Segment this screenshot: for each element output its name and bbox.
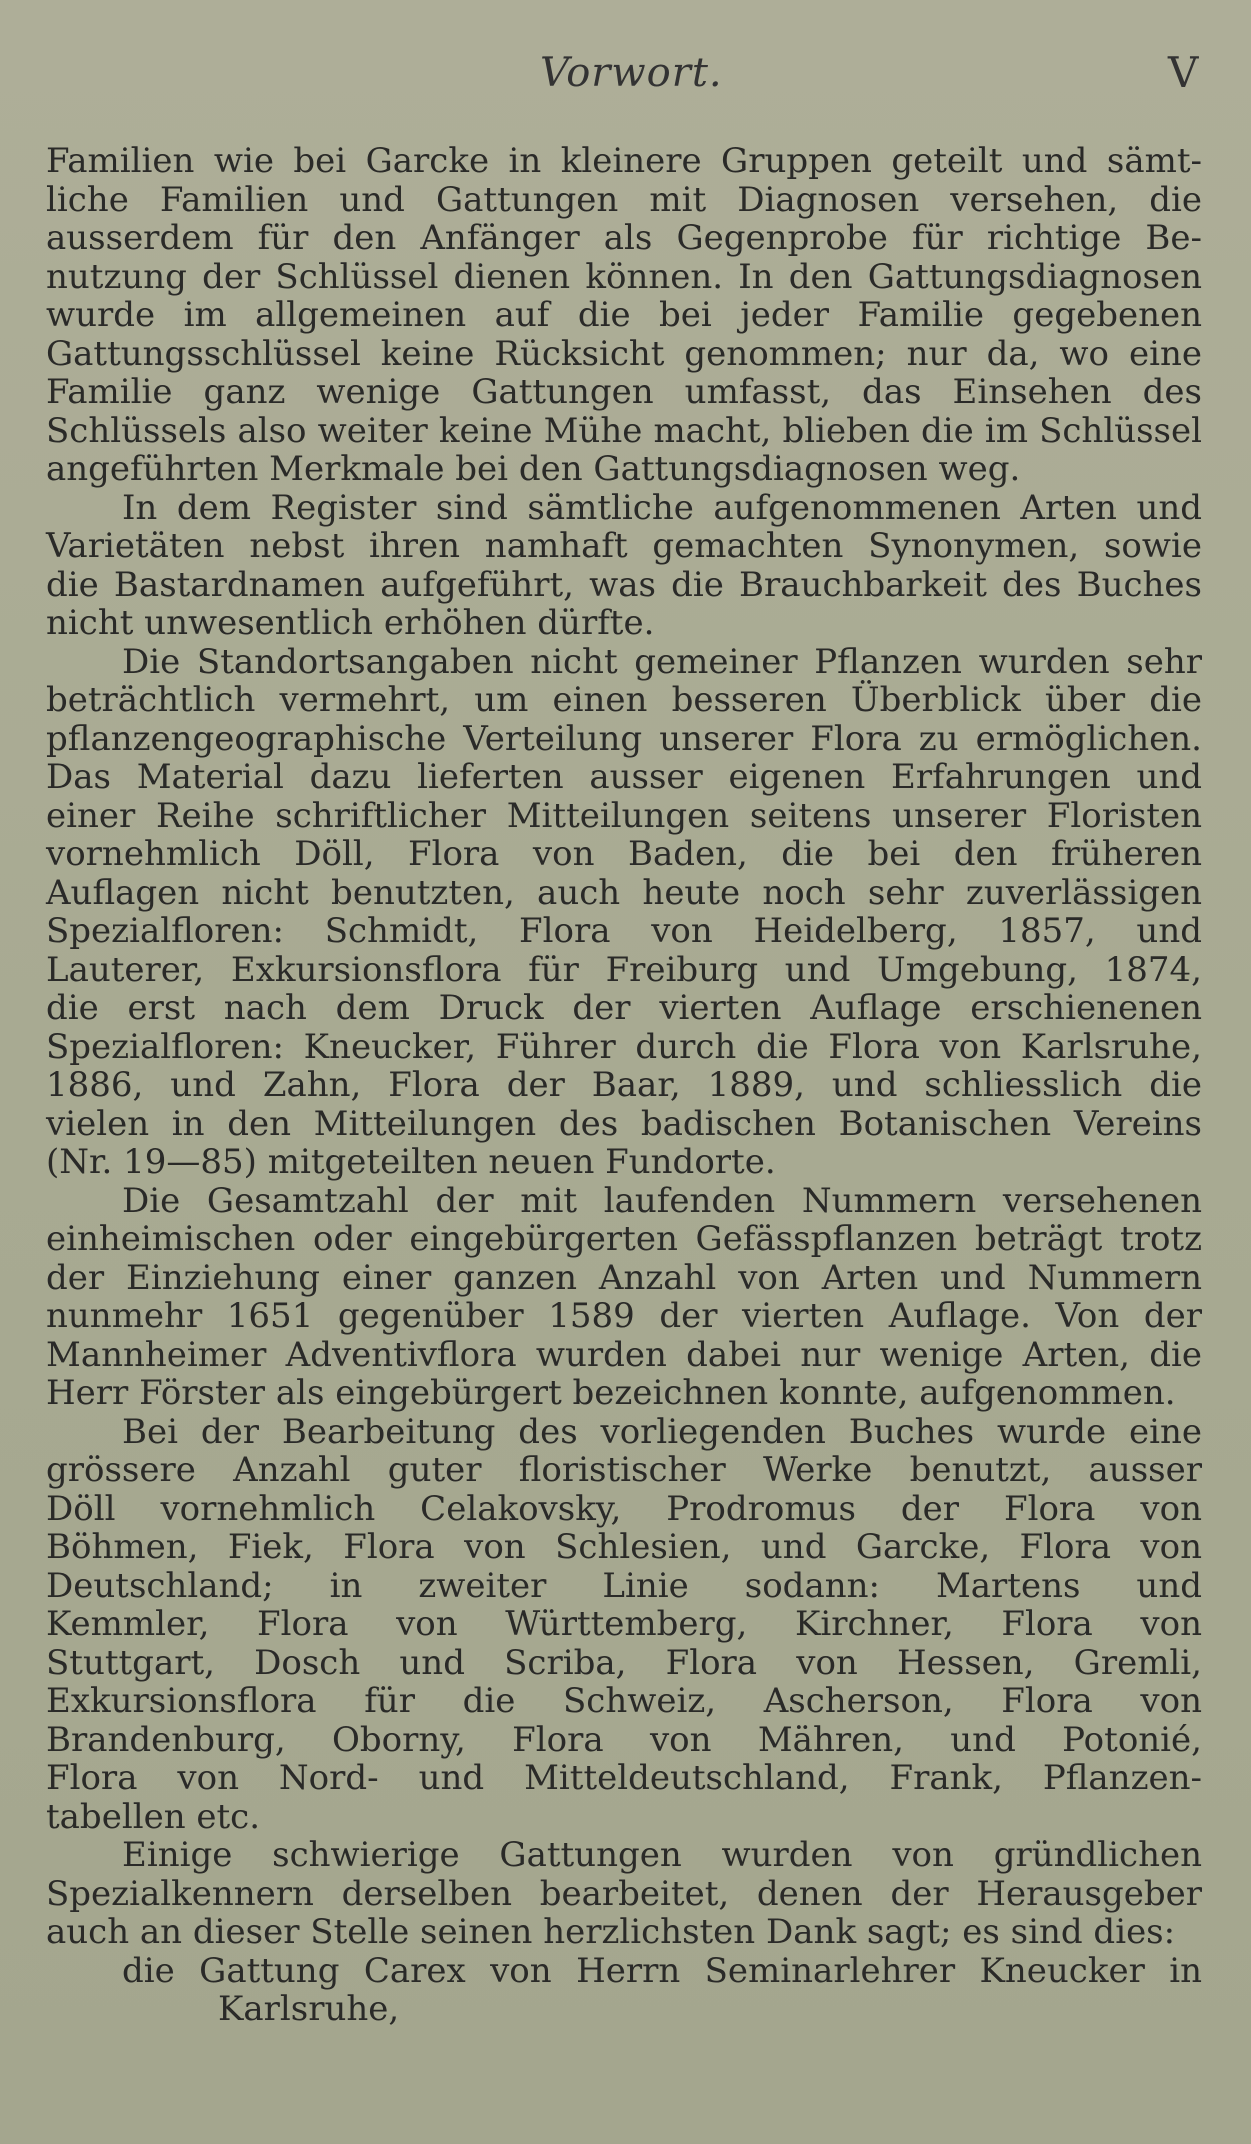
text-line: vielen in den Mitteilungen des badischen Botanischen Vereins (46, 1103, 1202, 1144)
text-line: die erst nach dem Druck der vierten Auflage erschienenen (46, 988, 1202, 1028)
text-line: In dem Register sind sämtliche aufgenommenen Arten und (122, 487, 1202, 528)
text-line: Kemmler, Flora von Württemberg, Kirchner, Flora von (46, 1604, 1202, 1644)
text-line: liche Familien und Gattungen mit Diagnosen versehen, die (46, 179, 1202, 220)
text-line: 1886, und Zahn, Flora der Baar, 1889, und schliesslich die (46, 1065, 1202, 1105)
text-line: tabellen etc. (46, 1796, 261, 1837)
text-line: Brandenburg, Oborny, Flora von Mähren, und Potonié, (46, 1719, 1202, 1760)
text-line: Familien wie bei Garcke in kleinere Gruppen geteilt und sämt- (46, 141, 1202, 181)
text-line: die Gattung Carex von Herrn Seminarlehrer Kneucker in (122, 1950, 1202, 1991)
text-line: Die Standortsangaben nicht gemeiner Pflanzen wurden sehr (122, 641, 1202, 682)
text-line: Bei der Bearbeitung des vorliegenden Buches wurde eine (122, 1411, 1202, 1452)
text-line: Böhmen, Fiek, Flora von Schlesien, und Garcke, Flora von (46, 1527, 1202, 1567)
text-line: einer Reihe schriftlicher Mitteilungen seitens unserer Floristen (46, 795, 1202, 836)
text-line: Familie ganz wenige Gattungen umfasst, das Einsehen des (46, 372, 1202, 412)
body-text (46, 142, 1202, 2029)
running-header (0, 44, 1251, 104)
text-line: Die Gesamtzahl der mit laufenden Nummern versehenen (122, 1180, 1202, 1221)
text-line: die Bastardnamen aufgeführt, was die Brauchbarkeit des Buches (46, 564, 1202, 605)
text-line: Spezialfloren: Kneucker, Führer durch die Flora von Karlsruhe, (46, 1026, 1202, 1067)
text-line: einheimischen oder eingebürgerten Gefässpflanzen beträgt trotz (46, 1219, 1202, 1259)
text-line: nutzung der Schlüssel dienen können. In den Gattungsdiagnosen (46, 256, 1202, 297)
page-number: V (1168, 48, 1199, 97)
text-line: Herr Förster als eingebürgert bezeichnen konnte, aufgenommen. (46, 1373, 1176, 1413)
text-line: Stuttgart, Dosch und Scriba, Flora von Hessen, Gremli, (46, 1642, 1202, 1683)
text-line: auch an dieser Stelle seinen herzlichsten Dank sagt; es sind dies: (46, 1912, 1176, 1952)
text-line: Gattungsschlüssel keine Rücksicht genommen; nur da, wo eine (46, 333, 1202, 374)
text-line: Deutschland; in zweiter Linie sodann: Martens und (46, 1565, 1202, 1606)
text-line: Das Material dazu lieferten ausser eigenen Erfahrungen und (46, 757, 1202, 797)
text-line: Auflagen nicht benutzten, auch heute noch sehr zuverlässigen (46, 872, 1202, 913)
text-line: Einige schwierige Gattungen wurden von gründlichen (122, 1835, 1202, 1875)
text-line: nicht unwesentlich erhöhen dürfte. (46, 603, 655, 643)
text-line: beträchtlich vermehrt, um einen besseren Überblick über die (46, 680, 1202, 720)
paragraph (46, 1836, 1202, 1952)
text-line: Spezialfloren: Schmidt, Flora von Heidelberg, 1857, und (46, 911, 1202, 951)
paragraph (46, 643, 1202, 1182)
text-line: Spezialkennern derselben bearbeitet, denen der Herausgeber (46, 1873, 1202, 1914)
paragraph (46, 1413, 1202, 1837)
text-line: angeführten Merkmale bei den Gattungsdiagnosen weg. (46, 449, 1021, 489)
text-line: Exkursionsflora für die Schweiz, Ascherson, Flora von (46, 1681, 1202, 1721)
text-line: vornehmlich Döll, Flora von Baden, die bei den früheren (46, 834, 1202, 874)
text-line: Varietäten nebst ihren namhaft gemachten Synonymen, sowie (46, 526, 1202, 566)
paragraph (46, 489, 1202, 643)
text-line: Flora von Nord- und Mitteldeutschland, Frank, Pflanzen- (46, 1758, 1202, 1798)
text-line: Karlsruhe, (218, 1989, 400, 2029)
text-line: grössere Anzahl guter floristischer Werke benutzt, ausser (46, 1450, 1202, 1490)
text-line: Döll vornehmlich Celakovsky, Prodromus der Flora von (46, 1488, 1202, 1529)
text-line: der Einziehung einer ganzen Anzahl von Arten und Nummern (46, 1257, 1202, 1298)
paragraph (46, 142, 1202, 489)
paragraph (46, 1182, 1202, 1413)
text-line: wurde im allgemeinen auf die bei jeder Familie gegebenen (46, 295, 1202, 335)
text-line: Lauterer, Exkursionsflora für Freiburg und Umgebung, 1874, (46, 949, 1202, 990)
list-item (46, 1952, 1202, 2029)
text-line: pflanzengeographische Verteilung unserer Flora zu ermöglichen. (46, 718, 1202, 759)
text-line: nunmehr 1651 gegenüber 1589 der vierten Auflage. Von der (46, 1296, 1202, 1336)
running-title: Vorwort. (540, 50, 723, 96)
text-line: ausserdem für den Anfänger als Gegenprobe für richtige Be- (46, 218, 1202, 258)
text-line: Mannheimer Adventivflora wurden dabei nur wenige Arten, die (46, 1334, 1202, 1375)
text-line: (Nr. 19—85) mitgeteilten neuen Fundorte. (46, 1142, 776, 1182)
text-line: Schlüssels also weiter keine Mühe macht, blieben die im Schlüssel (46, 410, 1202, 451)
